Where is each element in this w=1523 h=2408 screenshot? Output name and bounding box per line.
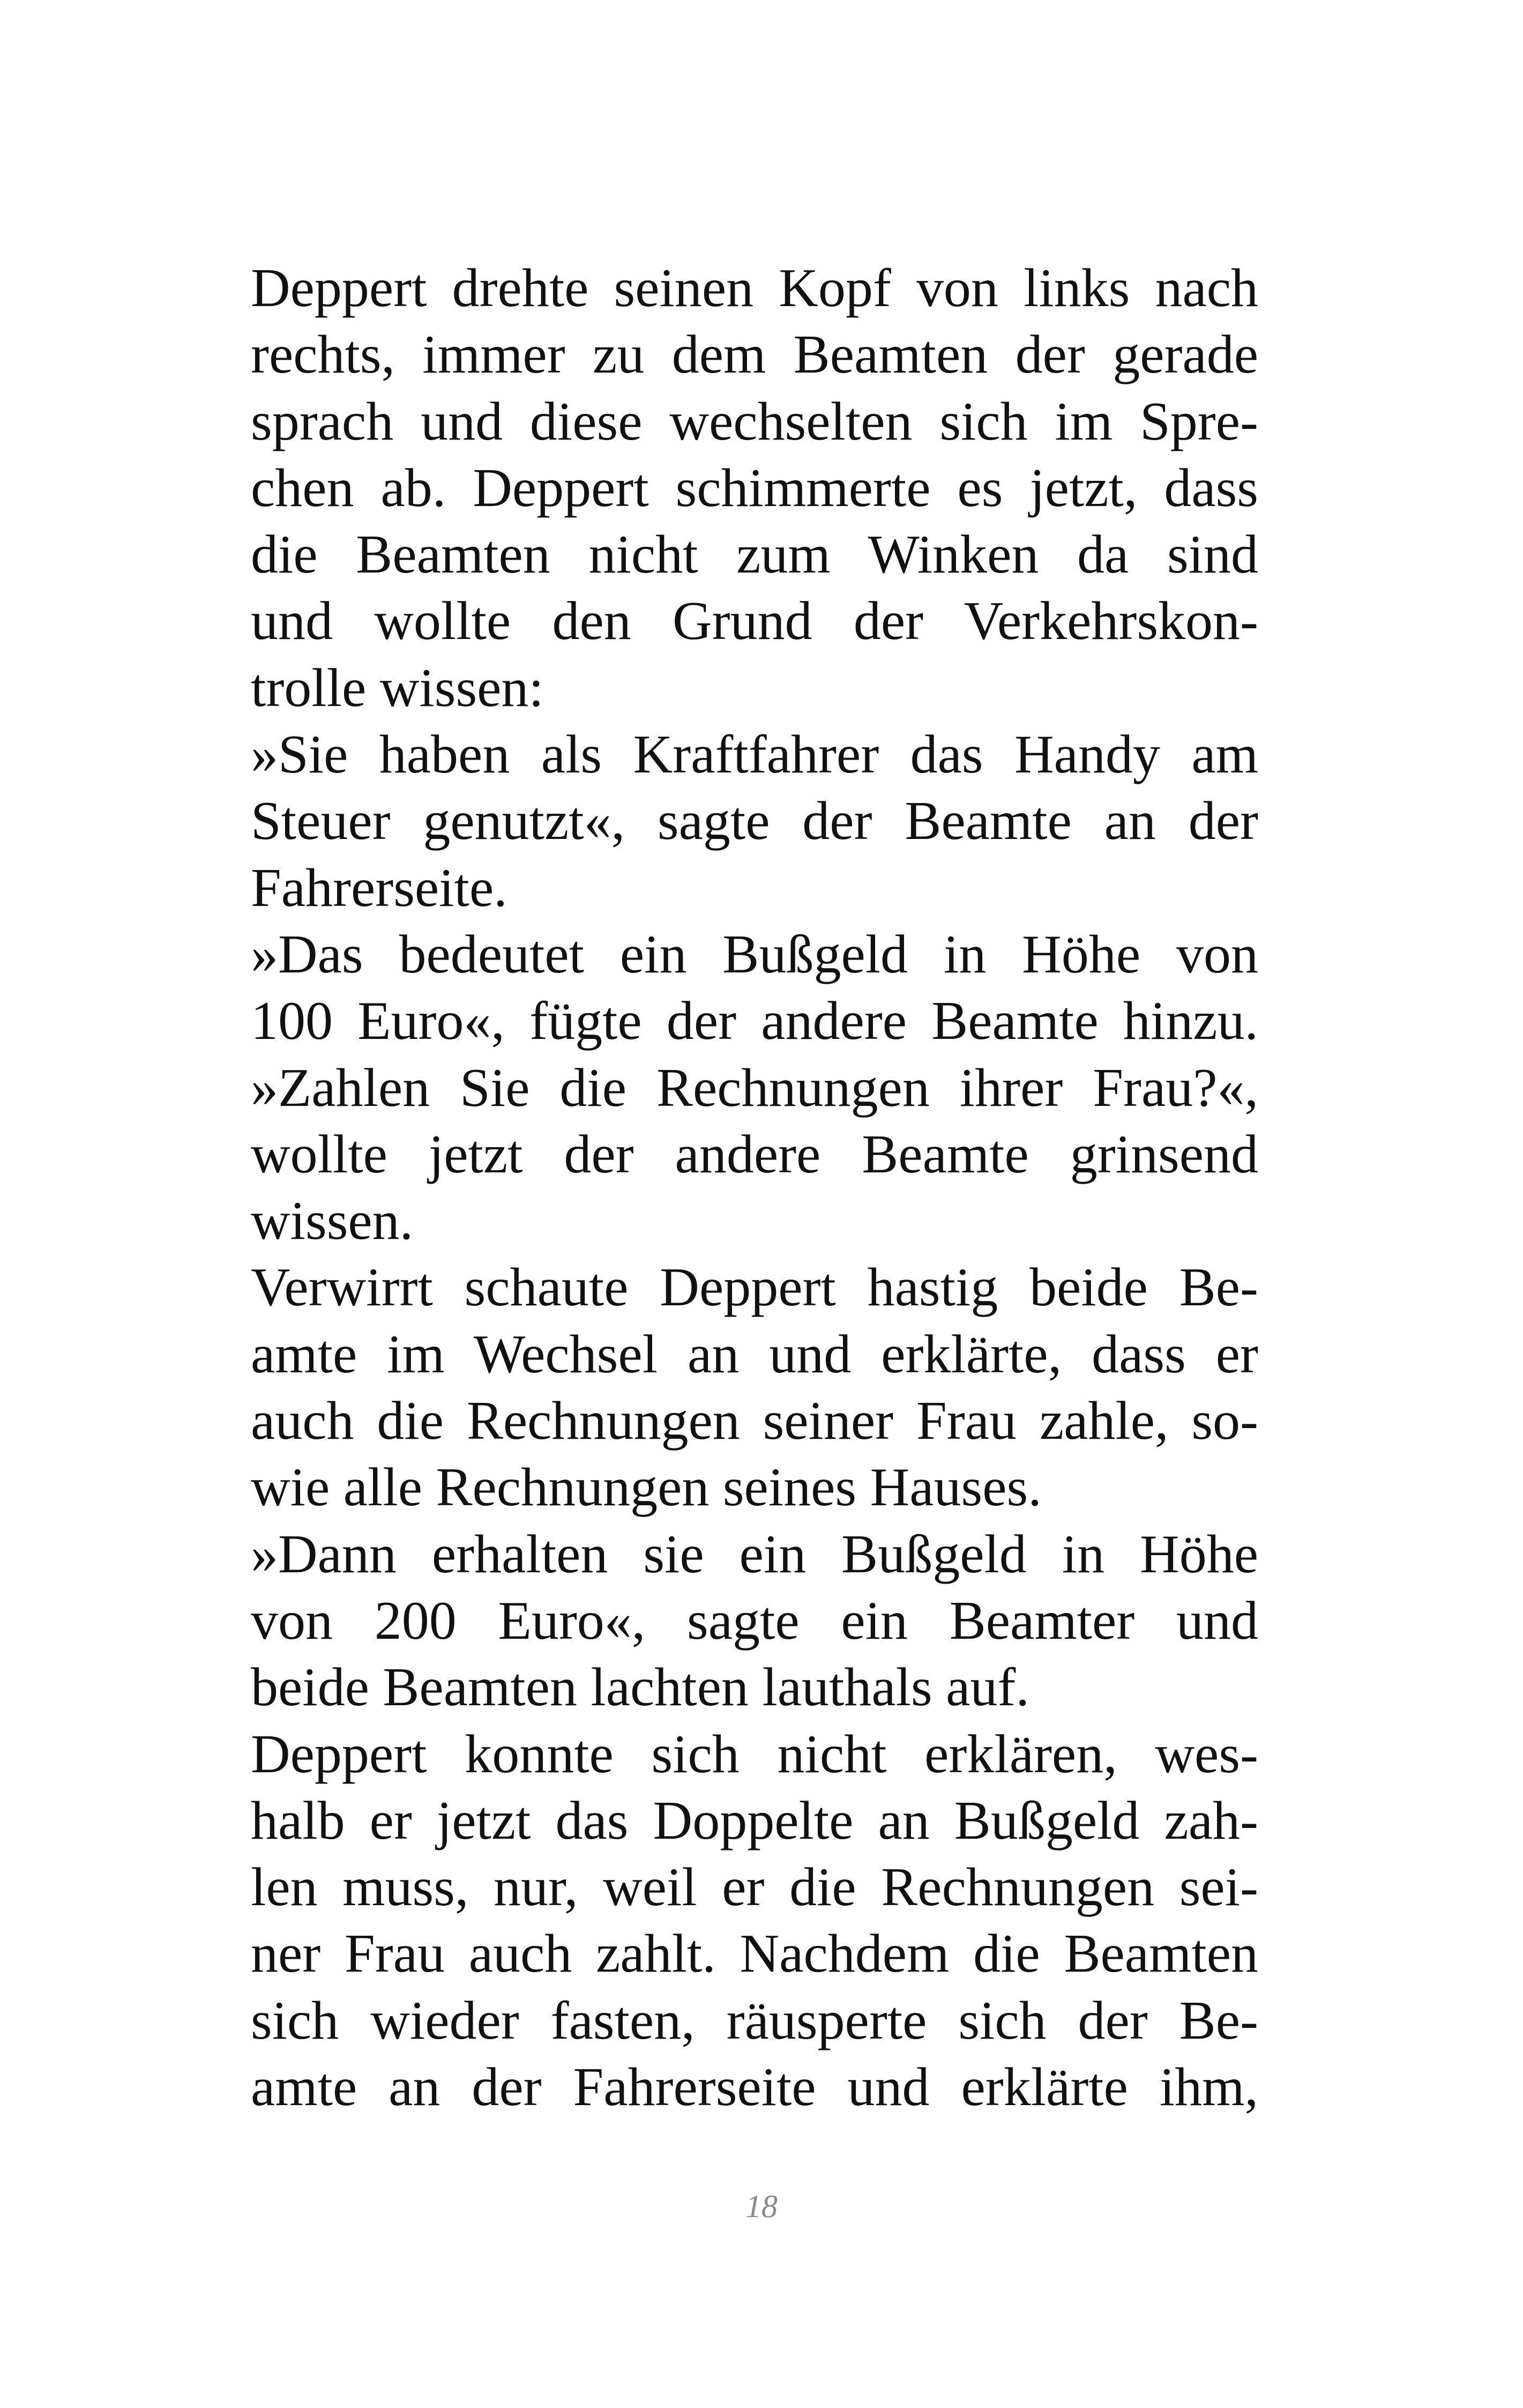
text-line: 100 Euro«, fügte der andere Beamte hinzu.	[251, 991, 1258, 1052]
text-line: beide Beamten lachten lauthals auf.	[251, 1657, 1029, 1718]
text-line: von 200 Euro«, sagte ein Beamter und	[251, 1590, 1258, 1651]
text-line: und wollte den Grund der Verkehrskon-	[251, 591, 1258, 652]
text-line: die Beamten nicht zum Winken da sind	[251, 524, 1258, 585]
text-line: halb er jetzt das Doppelte an Bußgeld zah-	[251, 1790, 1258, 1851]
text-line: Verwirrt schaute Deppert hastig beide Be-	[251, 1257, 1258, 1318]
text-line: Steuer genutzt«, sagte der Beamte an der	[251, 791, 1258, 852]
text-line: »Sie haben als Kraftfahrer das Handy am	[251, 724, 1258, 785]
text-line: wissen.	[251, 1191, 414, 1252]
text-line: trolle wissen:	[251, 657, 544, 718]
text-line: Fahrerseite.	[251, 857, 507, 918]
text-line: amte im Wechsel an und erklärte, dass er	[251, 1324, 1258, 1385]
text-line: wollte jetzt der andere Beamte grinsend	[251, 1124, 1258, 1185]
text-line: ner Frau auch zahlt. Nachdem die Beamten	[251, 1923, 1258, 1985]
text-line: amte an der Fahrerseite und erklärte ihm,	[251, 2057, 1258, 2118]
text-line: rechts, immer zu dem Beamten der gerade	[251, 324, 1258, 385]
text-line: »Dann erhalten sie ein Bußgeld in Höhe	[251, 1523, 1258, 1585]
text-line: »Das bedeutet ein Bußgeld in Höhe von	[251, 924, 1258, 985]
text-line: sprach und diese wechselten sich im Spre-	[251, 391, 1258, 452]
text-line: sich wieder fasten, räusperte sich der Be-	[251, 1990, 1258, 2051]
text-line: »Zahlen Sie die Rechnungen ihrer Frau?«,	[251, 1057, 1258, 1118]
text-line: len muss, nur, weil er die Rechnungen sei-	[251, 1857, 1258, 1918]
text-line: chen ab. Deppert schimmerte es jetzt, dass	[251, 457, 1258, 518]
text-line: auch die Rechnungen seiner Frau zahle, so-	[251, 1391, 1258, 1452]
text-line: wie alle Rechnungen seines Hauses.	[251, 1457, 1042, 1518]
page-number: 18	[745, 2189, 778, 2224]
text-line: Deppert drehte seinen Kopf von links nach	[251, 258, 1258, 318]
text-line: Deppert konnte sich nicht erklären, wes-	[251, 1723, 1258, 1785]
body-text	[251, 255, 1258, 2121]
